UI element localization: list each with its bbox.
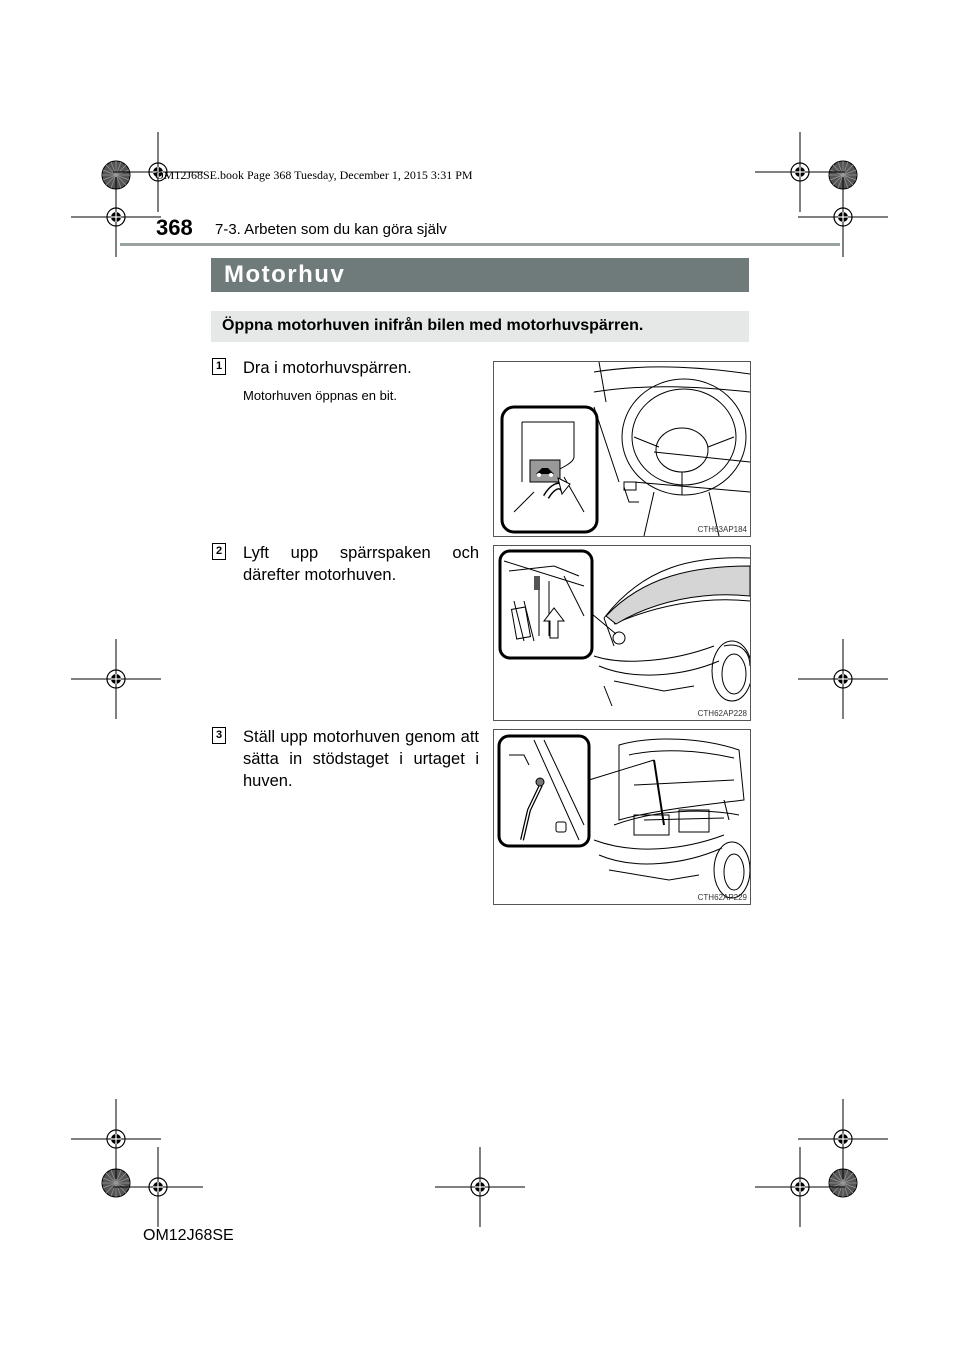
subheading: Öppna motorhuven inifrån bilen med motorhuvspärren. bbox=[222, 317, 644, 334]
page-number: 368 bbox=[156, 215, 193, 240]
step-1-note: Motorhuven öppnas en bit. bbox=[243, 388, 397, 403]
step-3-number: 3 bbox=[212, 727, 226, 744]
book-info-line: OM12J68SE.book Page 368 Tuesday, December 1, 2015 3:31 PM bbox=[155, 168, 473, 182]
header-rule bbox=[120, 243, 840, 246]
figure-code-2: CTH62AP228 bbox=[697, 709, 747, 718]
figure-code-3: CTH62AP229 bbox=[697, 893, 747, 902]
section-title: 7-3. Arbeten som du kan göra själv bbox=[215, 221, 447, 238]
step-2-text: Lyft upp spärrspaken och därefter motorhuven. bbox=[243, 544, 479, 584]
heading-bar bbox=[211, 258, 749, 292]
figure-hood-release-lever bbox=[493, 361, 751, 537]
figure-lift-release-lever bbox=[493, 545, 751, 721]
step-2-number: 2 bbox=[212, 543, 226, 560]
manual-code: OM12J68SE bbox=[143, 1227, 234, 1244]
page-heading: Motorhuv bbox=[224, 261, 346, 288]
figure-insert-support-rod bbox=[493, 729, 751, 905]
step-1-number: 1 bbox=[212, 358, 226, 375]
figure-code-1: CTH63AP184 bbox=[697, 525, 747, 534]
subheading-bar bbox=[211, 311, 749, 342]
step-1-text: Dra i motorhuvspärren. bbox=[243, 359, 412, 377]
step-3-text: Ställ upp motorhuven genom att sätta in stödstaget i urtaget i huven. bbox=[243, 728, 479, 790]
